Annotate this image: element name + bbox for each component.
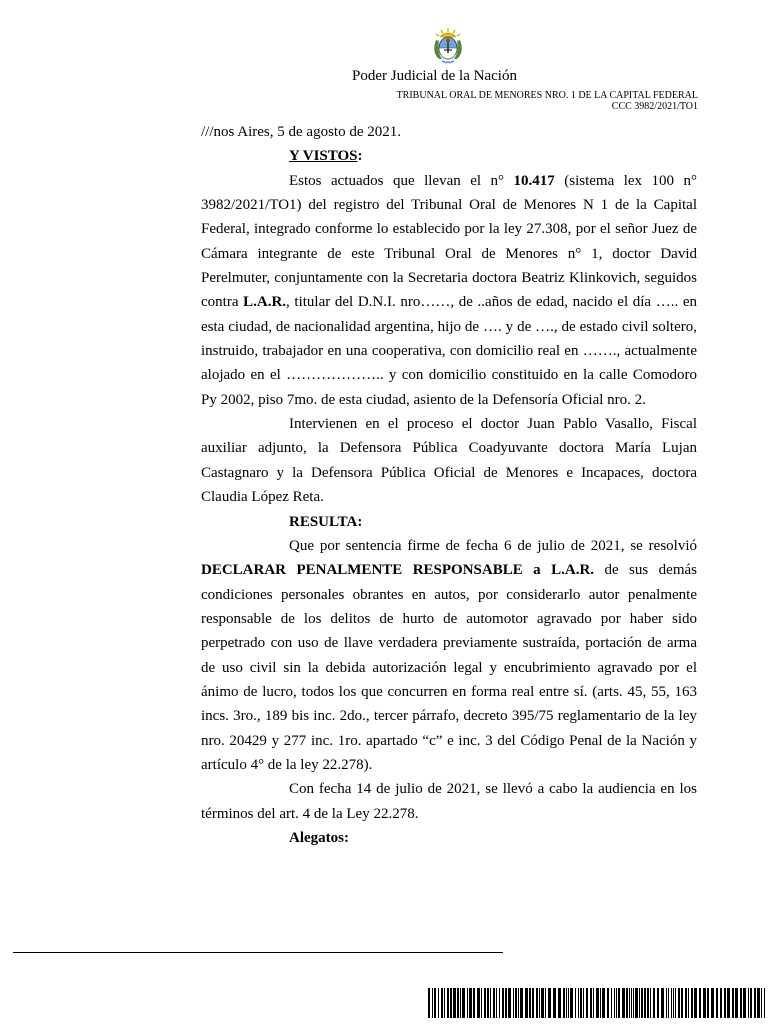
barcode-bar: [635, 988, 638, 1018]
barcode-bar: [438, 988, 439, 1018]
barcode-bar: [678, 988, 680, 1018]
court-name: TRIBUNAL ORAL DE MENORES NRO. 1 DE LA CAPITAL FEDERAL: [396, 90, 698, 101]
barcode-bar: [657, 988, 659, 1018]
barcode-icon: [428, 988, 766, 1018]
barcode-bar: [720, 988, 722, 1018]
barcode-bar: [508, 988, 511, 1018]
text-run: 1 de la Capital Federal, integrado conforme lo establecido por la ley 27.308, por el señor Juez de Cámara integrante de este Tribunal Oral de Menores n° 1, doctor David Perelmuter, conjuntamente con la Secretaria doctora Beatriz Klinkovich, seguidos contra: [201, 197, 697, 311]
accused-initials: L.A.R.: [243, 294, 287, 311]
barcode-bar: [653, 988, 655, 1018]
barcode-bar: [477, 988, 480, 1018]
text-run: (sistema lex 100 n° 3982/2021/TO1) del registro del Tribunal Oral de Menores N: [201, 172, 698, 214]
barcode-bar: [545, 988, 546, 1018]
barcode-bar: [444, 988, 445, 1018]
barcode-bar: [703, 988, 706, 1018]
paragraph-vistos-2: Intervienen en el proceso el doctor Juan Pablo Vasallo, Fiscal auxiliar adjunto, la Defensora Pública Coadyuvante doctora María Lujan Castagnaro y la Defensora Pública Oficial de Menores e Incapaces, doctora Claudia López Reta.: [201, 416, 697, 506]
text-run: , titular del D.N.I. nro……, de ..años de edad, nacido el día ….. en esta ciudad, de nacionalidad argentina, hijo de …. y de …., de estado civil soltero, instruido, trabajador en una cooperativa, con domicilio real en ……., actualmente alojado en el ……………….. y con domicilio constituido en la calle Comodoro Py 2002, piso 7mo. de esta ciudad, asiento de la Defensoría Oficial nro. 2.: [201, 294, 697, 408]
barcode-bar: [661, 988, 664, 1018]
barcode-bar: [473, 988, 475, 1018]
barcode-bar: [600, 988, 601, 1018]
footer-divider: [13, 952, 503, 953]
barcode-bar: [484, 988, 486, 1018]
barcode-bar: [666, 988, 667, 1018]
barcode-bar: [748, 988, 749, 1018]
section-heading-vistos: [289, 144, 697, 168]
coat-of-arms-icon: [428, 26, 468, 66]
barcode-bar: [699, 988, 701, 1018]
barcode-bar: [432, 988, 433, 1018]
text-run: Que por sentencia firme de fecha 6 de julio de 2021, se resolvió: [289, 537, 697, 554]
barcode-bar: [513, 988, 514, 1018]
verdict-declaration: DECLARAR PENALMENTE RESPONSABLE a L.A.R.: [201, 562, 595, 579]
paragraph-vistos-1: [201, 169, 697, 412]
case-reference: CCC 3982/2021/TO1: [611, 101, 698, 112]
barcode-bar: [502, 988, 504, 1018]
barcode-bar: [671, 988, 672, 1018]
barcode-bar: [428, 988, 430, 1018]
barcode-bar: [727, 988, 730, 1018]
barcode-bar: [586, 988, 588, 1018]
barcode-bar: [536, 988, 538, 1018]
barcode-bar: [735, 988, 738, 1018]
barcode-bar: [460, 988, 461, 1018]
text-run: de sus demás condiciones personales obrantes en autos, por considerarlo autor penalmente responsable de los delitos de hurto de automotor agravado por haber sido perpetrado con uso de llave verdadera previamente sustraída, portación de arma de uso civil sin la debida autorización legal y encubrimiento agravado por el ánimo de lucro, todos los que concurren en forma real entre sí. (arts. 45, 55, 163 incs. 3ro., 189 bis inc. 2do., tercer párrafo, decreto 395/75 reglamentario de la ley nro. 20429 y 277 inc. 1ro. apartado “c” e inc. 3 del Código Penal de la Nación y artículo 4° de la ley 22.278).: [201, 562, 697, 773]
paragraph-resulta-2: Con fecha 14 de julio de 2021, se llevó a cabo la audiencia en los términos del art. 4 de la Ley 22.278.: [201, 781, 697, 822]
date-line: ///nos Aires, 5 de agosto de 2021.: [201, 124, 401, 140]
barcode-bar: [685, 988, 687, 1018]
barcode-bar: [732, 988, 734, 1018]
barcode-bar: [614, 988, 615, 1018]
barcode-bar: [743, 988, 746, 1018]
barcode-bar: [764, 988, 765, 1018]
document-body: [201, 120, 697, 850]
barcode-bar: [580, 988, 582, 1018]
barcode-bar: [631, 988, 632, 1018]
barcode-bar: [647, 988, 649, 1018]
paragraph-resulta-1: [201, 534, 697, 777]
barcode-bar: [469, 988, 472, 1018]
barcode-bar: [740, 988, 742, 1018]
barcode-bar: [675, 988, 676, 1018]
barcode-bar: [716, 988, 718, 1018]
barcode-bar: [618, 988, 620, 1018]
barcode-bar: [553, 988, 556, 1018]
barcode-bar: [441, 988, 443, 1018]
barcode-bar: [462, 988, 465, 1018]
barcode-bar: [520, 988, 523, 1018]
barcode-bar: [457, 988, 459, 1018]
barcode-bar: [558, 988, 561, 1018]
barcode-bar: [616, 988, 617, 1018]
barcode-bar: [563, 988, 565, 1018]
barcode-bar: [754, 988, 756, 1018]
barcode-bar: [493, 988, 495, 1018]
barcode-bar: [568, 988, 569, 1018]
text-run: Estos actuados que llevan el n°: [289, 172, 514, 189]
barcode-bar: [583, 988, 584, 1018]
barcode-bar: [529, 988, 531, 1018]
barcode-bar: [691, 988, 693, 1018]
barcode-bar: [629, 988, 630, 1018]
barcode-bar: [644, 988, 646, 1018]
barcode-bar: [593, 988, 594, 1018]
barcode-bar: [681, 988, 683, 1018]
barcode-bar: [447, 988, 449, 1018]
barcode-bar: [626, 988, 628, 1018]
barcode-bar: [633, 988, 634, 1018]
barcode-bar: [590, 988, 592, 1018]
barcode-bar: [548, 988, 551, 1018]
section-heading-alegatos: Alegatos:: [289, 829, 349, 846]
barcode-bar: [450, 988, 452, 1018]
barcode-bar: [487, 988, 489, 1018]
barcode-bar: [757, 988, 760, 1018]
barcode-bar: [532, 988, 534, 1018]
barcode-bar: [525, 988, 528, 1018]
barcode-bar: [641, 988, 643, 1018]
case-number: 10.417: [513, 172, 555, 189]
barcode-bar: [434, 988, 436, 1018]
barcode-bar: [607, 988, 609, 1018]
barcode-bar: [499, 988, 500, 1018]
section-heading-resulta: RESULTA:: [289, 513, 363, 530]
barcode-bar: [688, 988, 689, 1018]
barcode-bar: [668, 988, 669, 1018]
barcode-bar: [575, 988, 576, 1018]
barcode-bar: [694, 988, 697, 1018]
barcode-bar: [541, 988, 544, 1018]
institution-name: Poder Judicial de la Nación: [352, 68, 517, 84]
barcode-bar: [639, 988, 640, 1018]
barcode-bar: [596, 988, 599, 1018]
barcode-bar: [707, 988, 709, 1018]
barcode-bar: [761, 988, 762, 1018]
barcode-bar: [515, 988, 517, 1018]
barcode-bar: [490, 988, 491, 1018]
barcode-bar: [602, 988, 605, 1018]
barcode-bar: [566, 988, 567, 1018]
barcode-bar: [622, 988, 625, 1018]
barcode-bar: [611, 988, 612, 1018]
barcode-bar: [518, 988, 519, 1018]
barcode-bar: [673, 988, 674, 1018]
barcode-bar: [467, 988, 468, 1018]
barcode-bar: [481, 988, 482, 1018]
barcode-bar: [570, 988, 573, 1018]
barcode-bar: [650, 988, 651, 1018]
barcode-bar: [505, 988, 507, 1018]
barcode-bar: [724, 988, 726, 1018]
barcode-bar: [750, 988, 752, 1018]
vistos-title: Y VISTOS: [289, 148, 358, 165]
vistos-colon: :: [357, 148, 363, 165]
barcode-bar: [578, 988, 579, 1018]
barcode-bar: [453, 988, 456, 1018]
barcode-bar: [539, 988, 540, 1018]
barcode-bar: [711, 988, 714, 1018]
barcode-bar: [496, 988, 497, 1018]
